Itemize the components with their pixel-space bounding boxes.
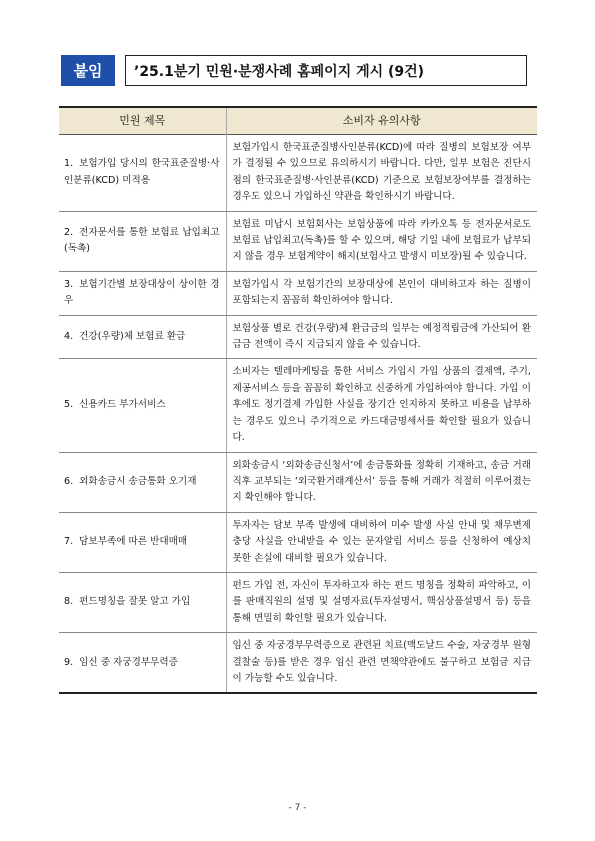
table-row	[59, 315, 537, 359]
row-number: 5.	[64, 399, 74, 411]
complaint-title-cell	[59, 211, 226, 271]
complaint-title: 전자문서를 통한 보험료 납입최고(독촉)	[64, 226, 220, 255]
table-header-row	[59, 107, 537, 135]
complaint-title-cell	[59, 315, 226, 359]
complaint-title: 건강(우량)체 보험료 환급	[79, 330, 186, 342]
consumer-note-cell: 보험가입시 각 보험기간의 보장대상에 본인이 대비하고자 하는 질병이 포함되는지 꼼꼼히 확인하여야 합니다.	[226, 271, 537, 315]
complaint-table	[59, 106, 537, 694]
row-number: 2.	[64, 226, 74, 238]
consumer-note-cell: 보험료 미납시 보험회사는 보험상품에 따라 카카오톡 등 전자문서로도 보험료 납입최고(독촉)를 할 수 있으며, 해당 기일 내에 보험료가 납부되지 않을 경우 보험계약이 해지(보험사고 발생시 미보장)될 수 있습니다.	[226, 211, 537, 271]
consumer-note-cell: 보험가입시 한국표준질병사인분류(KCD)에 따라 질병의 보험보장 여부가 결정될 수 있으므로 유의하시기 바랍니다. 다만, 일부 보험은 진단시점의 한국표준질병·사인분류(KCD) 기준으로 보험보장여부를 결정하는 경우도 있으니 가입하신 약관을 확인하시기 바랍니다.	[226, 135, 537, 212]
table-row	[59, 633, 537, 694]
table-row	[59, 512, 537, 572]
complaint-title: 펀드명칭을 잘못 알고 가입	[79, 596, 191, 608]
row-number: 7.	[64, 536, 74, 548]
consumer-note-cell: 임신 중 자궁경부무력증으로 관련된 치료(맥도날드 수술, 자궁경부 원형결찰술 등)를 받은 경우 임신 관련 면책약관에도 불구하고 보험금 지급이 가능할 수도 있습니다.	[226, 633, 537, 694]
complaint-title: 보험기간별 보장대상이 상이한 경우	[64, 278, 220, 307]
complaint-title: 신용카드 부가서비스	[79, 399, 166, 411]
consumer-note-cell: 투자자는 담보 부족 발생에 대비하여 미수 발생 사실 안내 및 채무변제 충당 사실을 안내받을 수 있는 문자알림 서비스 등을 신청하여 예상치 못한 손실에 대비할 필요가 있습니다.	[226, 512, 537, 572]
row-number: 4.	[64, 330, 74, 342]
row-number: 8.	[64, 596, 74, 608]
complaint-title-cell	[59, 633, 226, 694]
complaint-title: 보험가입 당시의 한국표준질병·사인분류(KCD) 미적용	[64, 158, 220, 186]
page-title: ’25.1분기 민원·분쟁사례 홈페이지 게시 (9건)	[125, 55, 527, 86]
attachment-badge: 붙임	[61, 55, 115, 86]
complaint-title: 외화송금시 송금통화 오기재	[79, 475, 197, 487]
consumer-note-cell: 소비자는 텔레마케팅을 통한 서비스 가입시 가입 상품의 결제액, 주기, 제공서비스 등을 꼼꼼히 확인하고 신중하게 가입하여야 합니다. 가입 이후에도 정기결제 가입한 사실을 장기간 인지하지 못하고 비용을 납부하는 경우도 있으니 주기적으로 카드대금명세서를 확인할 필요가 있습니다.	[226, 359, 537, 452]
consumer-note-cell: 펀드 가입 전, 자신이 투자하고자 하는 펀드 명칭을 정확히 파악하고, 이를 판매직원의 설명 및 설명자료(투자설명서, 핵심상품설명서 등) 등을 통해 면밀히 확인할 필요가 있습니다.	[226, 572, 537, 632]
table-row	[59, 135, 537, 212]
complaint-title-cell	[59, 572, 226, 632]
column-header-note: 소비자 유의사항	[226, 107, 537, 135]
column-header-title: 민원 제목	[59, 107, 226, 135]
row-number: 1.	[64, 158, 74, 170]
row-number: 9.	[64, 656, 74, 668]
page-number: - 7 -	[288, 803, 307, 813]
table-row	[59, 359, 537, 452]
row-number: 3.	[64, 278, 74, 290]
complaint-title-cell	[59, 271, 226, 315]
consumer-note-cell: 보험상품 별로 건강(우량)체 환급금의 일부는 예정적립금에 가산되어 환급금 전액이 즉시 지급되지 않을 수 있습니다.	[226, 315, 537, 359]
complaint-title: 임신 중 자궁경부무력증	[79, 656, 178, 668]
table-row	[59, 572, 537, 632]
complaint-title: 담보부족에 따른 반대매매	[79, 536, 188, 548]
row-number: 6.	[64, 475, 74, 487]
complaint-title-cell	[59, 452, 226, 512]
table-row	[59, 452, 537, 512]
complaint-title-cell	[59, 359, 226, 452]
complaint-title-cell	[59, 135, 226, 212]
page-header	[61, 55, 527, 86]
table-row	[59, 211, 537, 271]
table-row	[59, 271, 537, 315]
complaint-title-cell	[59, 512, 226, 572]
consumer-note-cell: 외화송금시 ‘외화송금신청서’에 송금통화를 정확히 기재하고, 송금 거래 직후 교부되는 ‘외국환거래계산서’ 등을 통해 거래가 적절히 이루어졌는지 확인해야 합니다.	[226, 452, 537, 512]
